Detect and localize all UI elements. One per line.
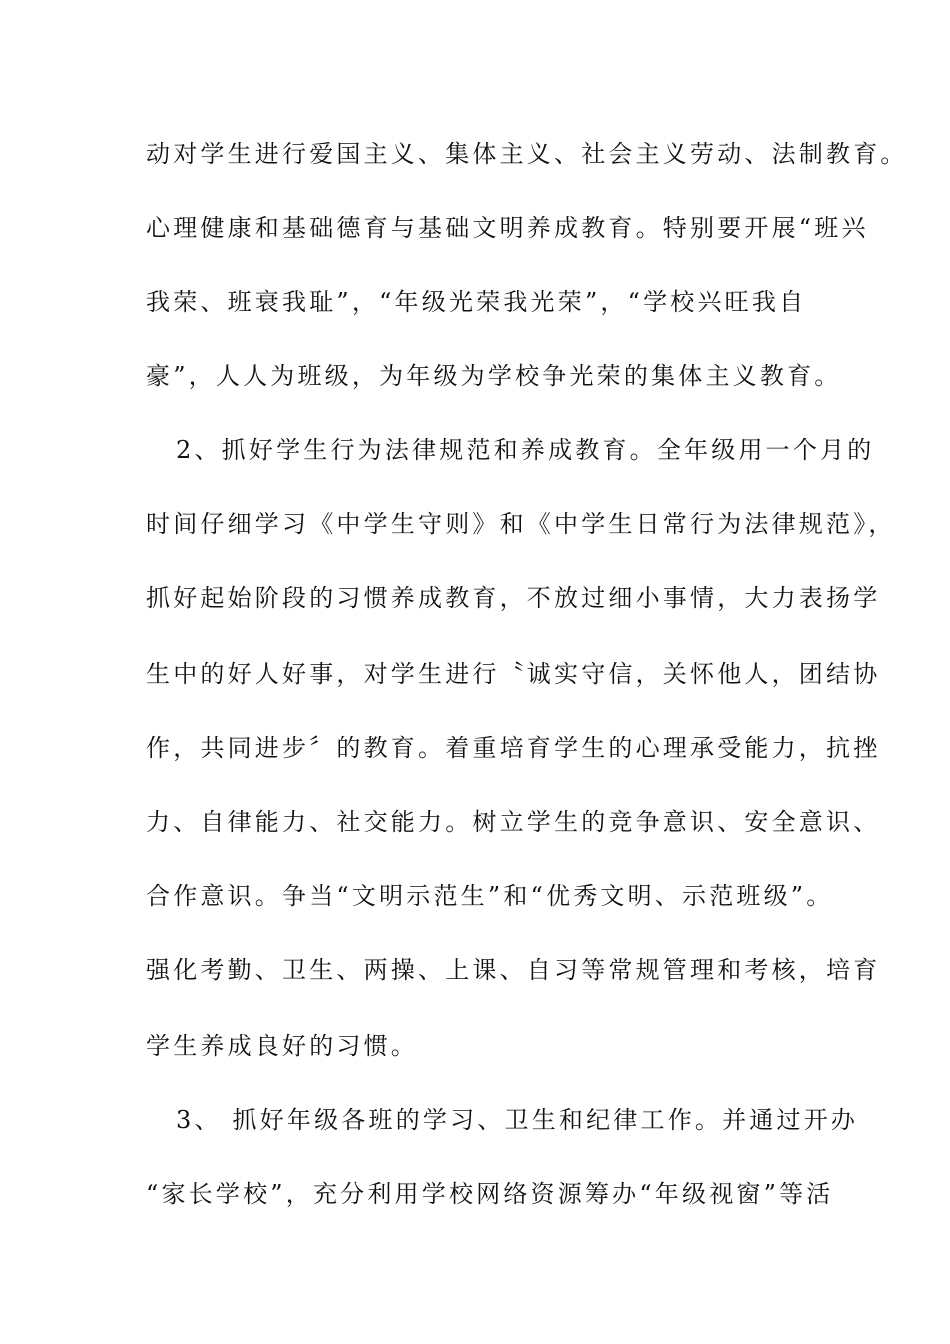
- text-line: 生中的好人好事，对学生进行〝诚实守信，关怀他人，团结协: [146, 660, 881, 688]
- text-line: 时间仔细学习《中学生守则》和《中学生日常行为法律规范》，: [146, 510, 896, 538]
- text-line: 豪”，人人为班级，为年级为学校争光荣的集体主义教育。: [146, 362, 842, 390]
- text-line: 心理健康和基础德育与基础文明养成教育。特别要开展“班兴: [146, 214, 869, 242]
- text-line: 我荣、班衰我耻”，“年级光荣我光荣”，“学校兴旺我自: [146, 288, 807, 316]
- text-line: 学生养成良好的习惯。: [146, 1032, 418, 1060]
- paragraph-start-line: 2、抓好学生行为法律规范和养成教育。全年级用一个月的: [176, 436, 875, 464]
- text-line: 作，共同进步〞的教育。着重培育学生的心理承受能力，抗挫: [146, 734, 881, 762]
- text-line: 抓好起始阶段的习惯养成教育，不放过细小事情，大力表扬学: [146, 584, 881, 612]
- paragraph-start-line: 3、 抓好年级各班的学习、卫生和纪律工作。并通过开办: [176, 1106, 859, 1134]
- text-line: 强化考勤、卫生、两操、上课、自习等常规管理和考核，培育: [146, 956, 881, 984]
- text-line: “家长学校”，充分利用学校网络资源筹办“年级视窗”等活: [146, 1180, 834, 1208]
- text-line: 合作意识。争当“文明示范生”和“优秀文明、示范班级”。: [146, 882, 834, 910]
- text-line: 动对学生进行爱国主义、集体主义、社会主义劳动、法制教育。: [146, 140, 908, 168]
- text-line: 力、自律能力、社交能力。树立学生的竞争意识、安全意识、: [146, 808, 881, 836]
